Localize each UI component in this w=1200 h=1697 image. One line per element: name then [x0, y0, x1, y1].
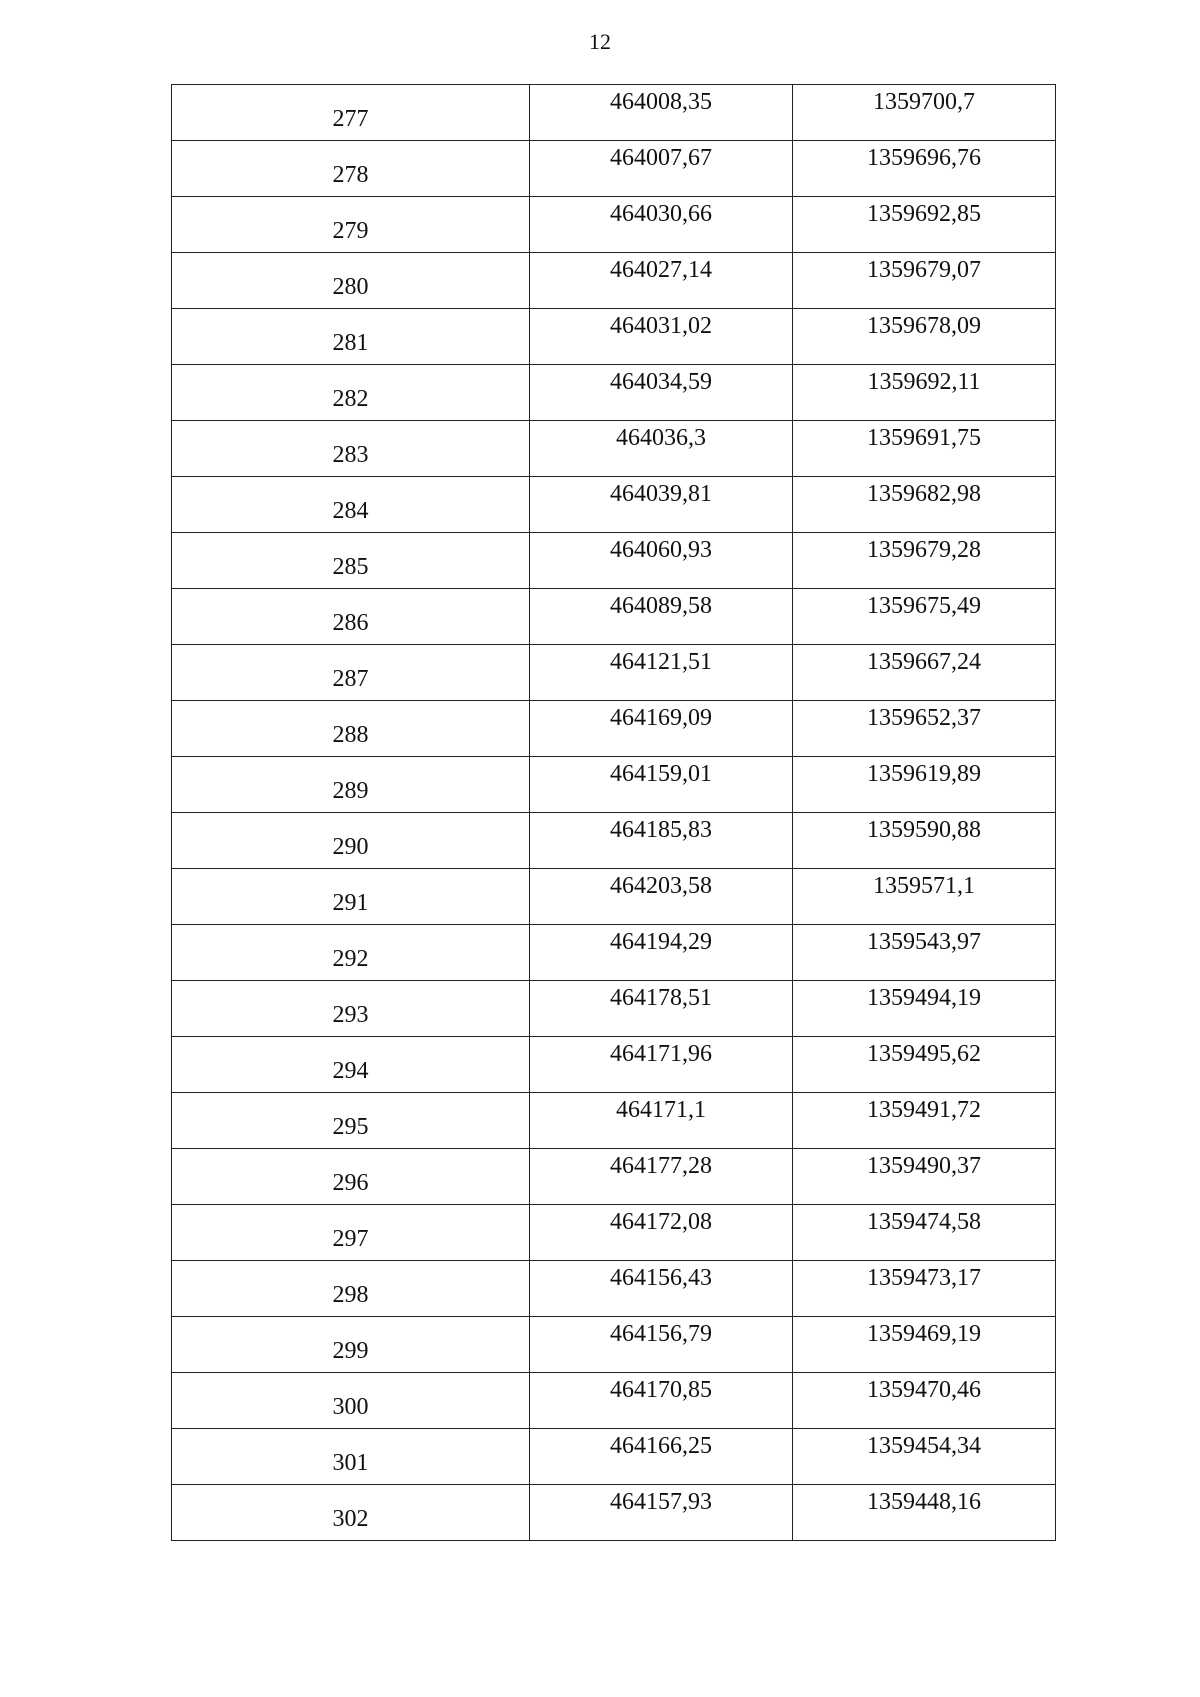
point-number-cell: 288: [172, 701, 530, 757]
y-coordinate-cell: 1359682,98: [793, 477, 1056, 533]
point-number-cell: 287: [172, 645, 530, 701]
table-row: [172, 1429, 1056, 1485]
table-row: [172, 1149, 1056, 1205]
point-number-cell: 286: [172, 589, 530, 645]
table-row: [172, 869, 1056, 925]
table-row: [172, 1317, 1056, 1373]
point-number-cell: 299: [172, 1317, 530, 1373]
coordinates-table: [171, 84, 1056, 1541]
x-coordinate-cell: 464008,35: [530, 85, 793, 141]
point-number-cell: 281: [172, 309, 530, 365]
x-coordinate-cell: 464007,67: [530, 141, 793, 197]
point-number-cell: 296: [172, 1149, 530, 1205]
x-coordinate-cell: 464031,02: [530, 309, 793, 365]
point-number-cell: 291: [172, 869, 530, 925]
y-coordinate-cell: 1359619,89: [793, 757, 1056, 813]
point-number-cell: 280: [172, 253, 530, 309]
point-number-cell: 294: [172, 1037, 530, 1093]
x-coordinate-cell: 464034,59: [530, 365, 793, 421]
table-row: [172, 1093, 1056, 1149]
y-coordinate-cell: 1359696,76: [793, 141, 1056, 197]
table-row: [172, 533, 1056, 589]
point-number-cell: 297: [172, 1205, 530, 1261]
table-row: [172, 1373, 1056, 1429]
point-number-cell: 289: [172, 757, 530, 813]
table-row: [172, 85, 1056, 141]
y-coordinate-cell: 1359470,46: [793, 1373, 1056, 1429]
x-coordinate-cell: 464203,58: [530, 869, 793, 925]
y-coordinate-cell: 1359652,37: [793, 701, 1056, 757]
table-row: [172, 1037, 1056, 1093]
x-coordinate-cell: 464089,58: [530, 589, 793, 645]
x-coordinate-cell: 464156,79: [530, 1317, 793, 1373]
x-coordinate-cell: 464178,51: [530, 981, 793, 1037]
y-coordinate-cell: 1359495,62: [793, 1037, 1056, 1093]
point-number-cell: 298: [172, 1261, 530, 1317]
x-coordinate-cell: 464194,29: [530, 925, 793, 981]
x-coordinate-cell: 464171,1: [530, 1093, 793, 1149]
x-coordinate-cell: 464060,93: [530, 533, 793, 589]
table-row: [172, 141, 1056, 197]
x-coordinate-cell: 464170,85: [530, 1373, 793, 1429]
table-row: [172, 589, 1056, 645]
x-coordinate-cell: 464156,43: [530, 1261, 793, 1317]
point-number-cell: 302: [172, 1485, 530, 1541]
table-row: [172, 1485, 1056, 1541]
x-coordinate-cell: 464036,3: [530, 421, 793, 477]
x-coordinate-cell: 464027,14: [530, 253, 793, 309]
y-coordinate-cell: 1359571,1: [793, 869, 1056, 925]
y-coordinate-cell: 1359494,19: [793, 981, 1056, 1037]
x-coordinate-cell: 464177,28: [530, 1149, 793, 1205]
table-row: [172, 925, 1056, 981]
point-number-cell: 277: [172, 85, 530, 141]
y-coordinate-cell: 1359675,49: [793, 589, 1056, 645]
y-coordinate-cell: 1359700,7: [793, 85, 1056, 141]
point-number-cell: 279: [172, 197, 530, 253]
page-number: 12: [589, 29, 611, 54]
point-number-cell: 301: [172, 1429, 530, 1485]
table-row: [172, 813, 1056, 869]
table-row: [172, 1205, 1056, 1261]
point-number-cell: 300: [172, 1373, 530, 1429]
point-number-cell: 284: [172, 477, 530, 533]
y-coordinate-cell: 1359490,37: [793, 1149, 1056, 1205]
point-number-cell: 278: [172, 141, 530, 197]
y-coordinate-cell: 1359679,28: [793, 533, 1056, 589]
table-row: [172, 309, 1056, 365]
y-coordinate-cell: 1359692,85: [793, 197, 1056, 253]
point-number-cell: 282: [172, 365, 530, 421]
y-coordinate-cell: 1359590,88: [793, 813, 1056, 869]
table-row: [172, 197, 1056, 253]
y-coordinate-cell: 1359691,75: [793, 421, 1056, 477]
table-row: [172, 421, 1056, 477]
x-coordinate-cell: 464166,25: [530, 1429, 793, 1485]
point-number-cell: 292: [172, 925, 530, 981]
y-coordinate-cell: 1359469,19: [793, 1317, 1056, 1373]
x-coordinate-cell: 464159,01: [530, 757, 793, 813]
y-coordinate-cell: 1359448,16: [793, 1485, 1056, 1541]
y-coordinate-cell: 1359473,17: [793, 1261, 1056, 1317]
table-row: [172, 1261, 1056, 1317]
x-coordinate-cell: 464185,83: [530, 813, 793, 869]
x-coordinate-cell: 464030,66: [530, 197, 793, 253]
y-coordinate-cell: 1359667,24: [793, 645, 1056, 701]
table-row: [172, 701, 1056, 757]
table-row: [172, 253, 1056, 309]
y-coordinate-cell: 1359454,34: [793, 1429, 1056, 1485]
x-coordinate-cell: 464157,93: [530, 1485, 793, 1541]
y-coordinate-cell: 1359543,97: [793, 925, 1056, 981]
coordinates-table-body: [172, 85, 1056, 1541]
table-row: [172, 645, 1056, 701]
table-row: [172, 365, 1056, 421]
point-number-cell: 290: [172, 813, 530, 869]
table-row: [172, 477, 1056, 533]
table-row: [172, 757, 1056, 813]
x-coordinate-cell: 464121,51: [530, 645, 793, 701]
y-coordinate-cell: 1359678,09: [793, 309, 1056, 365]
y-coordinate-cell: 1359679,07: [793, 253, 1056, 309]
x-coordinate-cell: 464169,09: [530, 701, 793, 757]
x-coordinate-cell: 464172,08: [530, 1205, 793, 1261]
y-coordinate-cell: 1359474,58: [793, 1205, 1056, 1261]
point-number-cell: 285: [172, 533, 530, 589]
table-row: [172, 981, 1056, 1037]
point-number-cell: 293: [172, 981, 530, 1037]
point-number-cell: 295: [172, 1093, 530, 1149]
y-coordinate-cell: 1359491,72: [793, 1093, 1056, 1149]
y-coordinate-cell: 1359692,11: [793, 365, 1056, 421]
x-coordinate-cell: 464039,81: [530, 477, 793, 533]
x-coordinate-cell: 464171,96: [530, 1037, 793, 1093]
point-number-cell: 283: [172, 421, 530, 477]
